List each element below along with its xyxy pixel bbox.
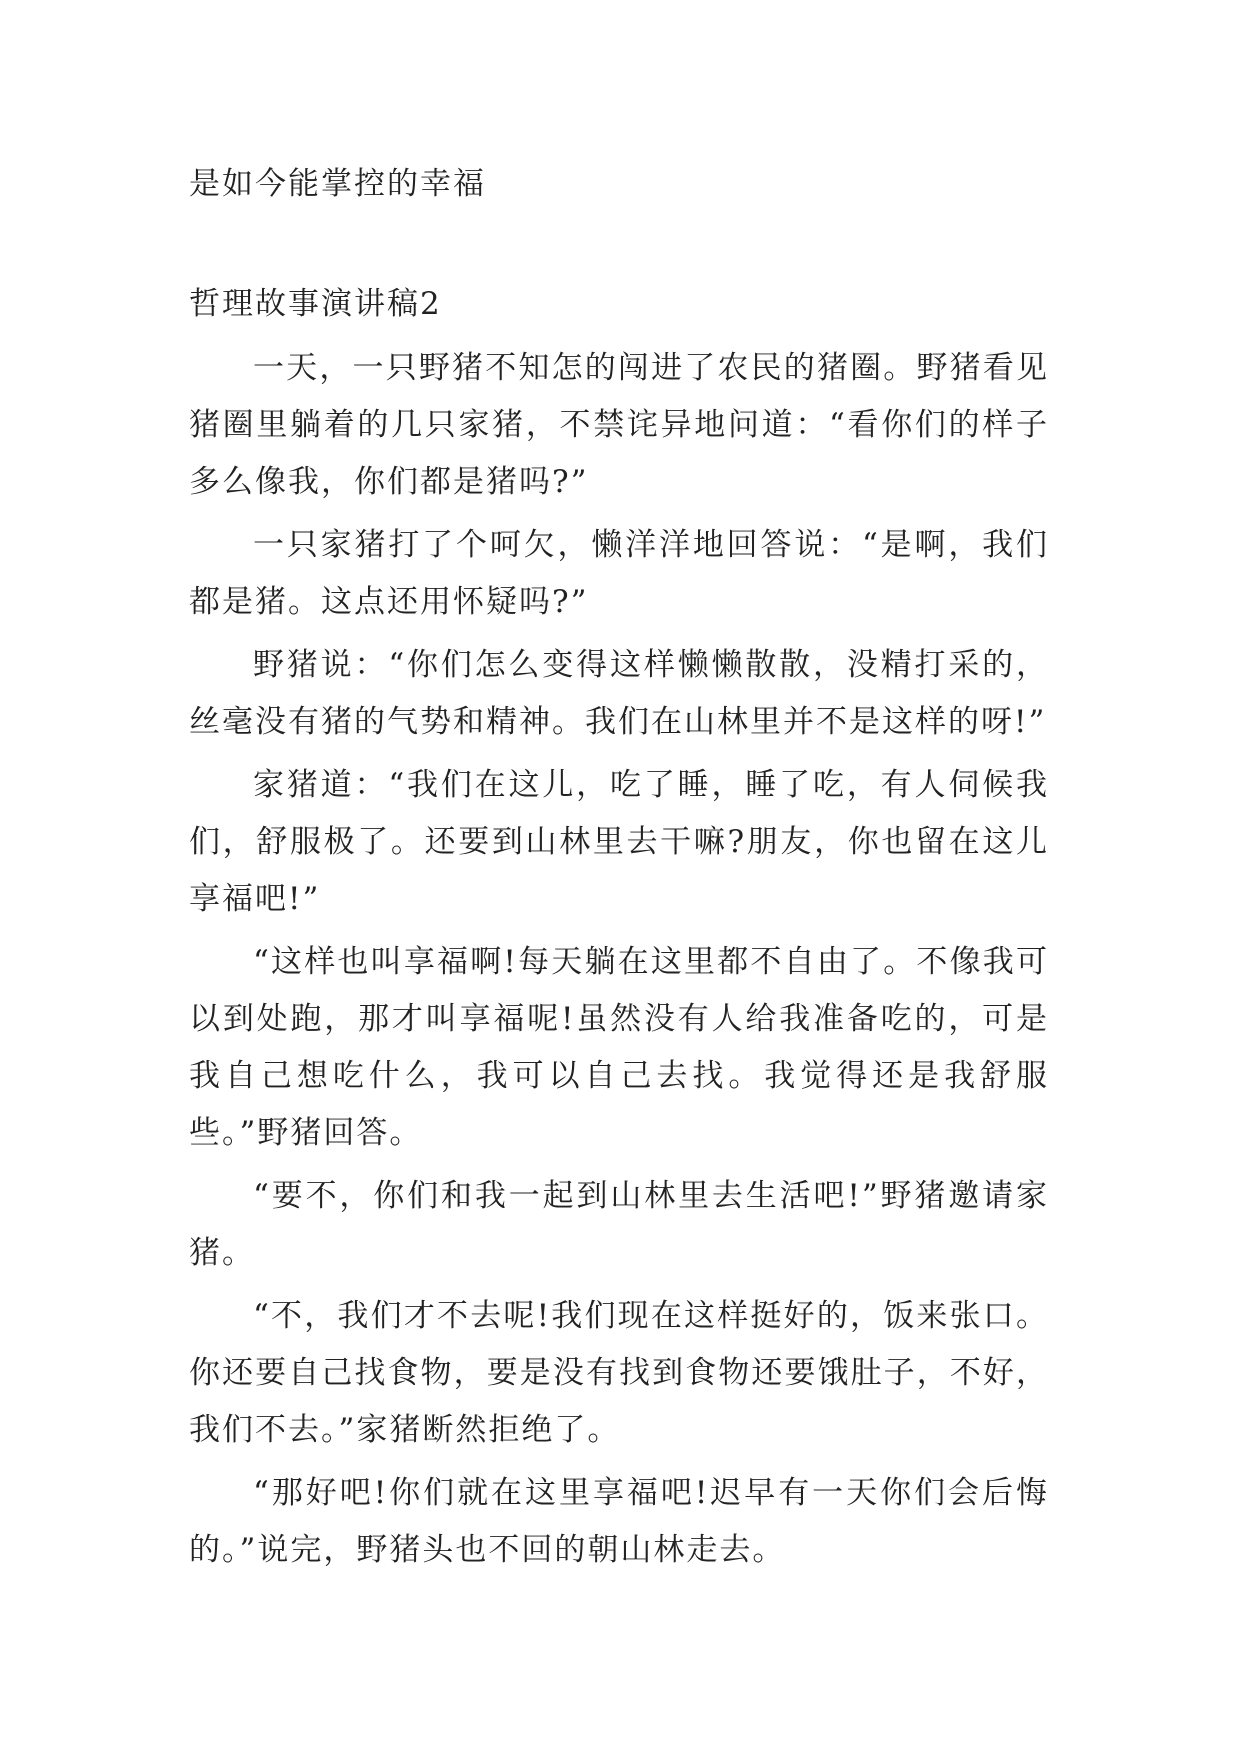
article-title: 哲理故事演讲稿2 xyxy=(189,286,442,322)
paragraph: 一天，一只野猪不知怎的闯进了农民的猪圈。野猪看见猪圈里躺着的几只家猪，不禁诧异地问道：“看你们的样子多么像我，你们都是猪吗?” xyxy=(189,350,1049,500)
paragraph: “不，我们才不去呢!我们现在这样挺好的，饭来张口。你还要自己找食物，要是没有找到食物还要饿肚子，不好，我们不去。”家猪断然拒绝了。 xyxy=(189,1298,1049,1448)
paragraph: “这样也叫享福啊!每天躺在这里都不自由了。不像我可以到处跑，那才叫享福呢!虽然没有人给我准备吃的，可是我自己想吃什么，我可以自己去找。我觉得还是我舒服些。”野猪回答。 xyxy=(189,944,1049,1151)
article-body xyxy=(189,340,1049,1585)
paragraph: 野猪说：“你们怎么变得这样懒懒散散，没精打采的，丝毫没有猪的气势和精神。我们在山林里并不是这样的呀!” xyxy=(189,647,1049,740)
carry-over-line: 是如今能掌控的幸福 xyxy=(189,166,486,202)
paragraph: 一只家猪打了个呵欠，懒洋洋地回答说：“是啊，我们都是猪。这点还用怀疑吗?” xyxy=(189,527,1049,620)
paragraph: “那好吧!你们就在这里享福吧!迟早有一天你们会后悔的。”说完，野猪头也不回的朝山林走去。 xyxy=(189,1475,1049,1568)
paragraph: 家猪道：“我们在这儿，吃了睡，睡了吃，有人伺候我们，舒服极了。还要到山林里去干嘛?朋友，你也留在这儿享福吧!” xyxy=(189,767,1049,917)
paragraph: “要不，你们和我一起到山林里去生活吧!”野猪邀请家猪。 xyxy=(189,1178,1049,1271)
